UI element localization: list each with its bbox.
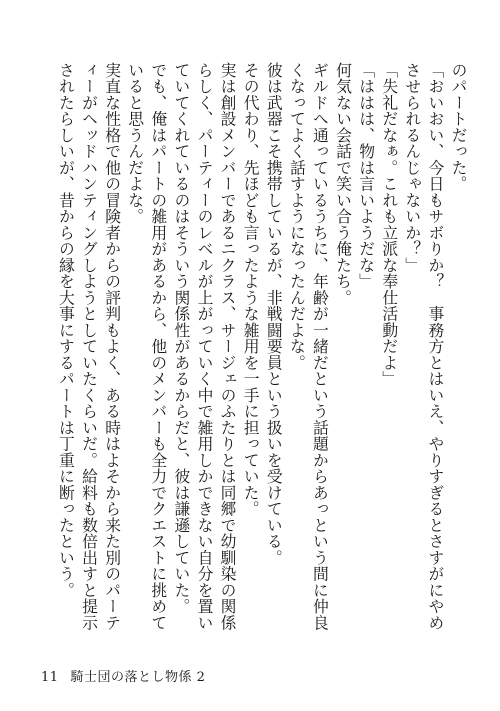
paragraph: 実は創設メンバーであるニクラス、サージェのふたりとは同郷で幼馴染の関係らしく、パーティーのレベルが上がっていく中で雑用しかできない自分を置いていてくれているのはそういう関係性があるからだと、彼は謙遜していた。 bbox=[171, 62, 238, 631]
paragraph: その代わり、先ほども言ったような雑用を一手に担っていた。 bbox=[241, 62, 261, 517]
page-footer bbox=[41, 666, 205, 685]
page-number: 11 bbox=[41, 670, 59, 685]
body-text bbox=[10, 62, 470, 642]
paragraph: 「ははは、物は言いようだな」 bbox=[356, 62, 376, 290]
paragraph: 「失礼だなぁ。これも立派な奉仕活動だよ」 bbox=[379, 62, 399, 387]
paragraph: 彼は武器こそ携帯しているが、非戦闘要員という扱いを受けている。 bbox=[264, 62, 284, 566]
book-title: 騎士団の落とし物係 2 bbox=[70, 670, 206, 685]
paragraph: ギルドへ通っているうちに、年齢が一緒だという話題からあっという間に仲良くなってよく話すようになったんだよな。 bbox=[287, 62, 330, 631]
paragraph: のパートだった。 bbox=[449, 62, 468, 192]
paragraph: でも、俺はパートの雑用があるから、他のメンバーも全力でクエストに挑めていると思うんだよな。 bbox=[125, 62, 168, 631]
paragraph: 「おいおい、今日もサボりか？ 事務方とはいえ、やりすぎるとさすがにやめさせられるんじゃないか？」 bbox=[402, 62, 445, 631]
paragraph: 実直な性格で他の冒険者からの評判もよく、ある時はよそから来た別のパーティーがヘッドハンティングしようとしていたくらいだ。給料も数倍出すと提示されたらしいが、昔からの縁を大事にするパートは丁重に断ったという。 bbox=[56, 62, 122, 631]
paragraph: 何気ない会話で笑い合う俺たち。 bbox=[333, 62, 353, 306]
